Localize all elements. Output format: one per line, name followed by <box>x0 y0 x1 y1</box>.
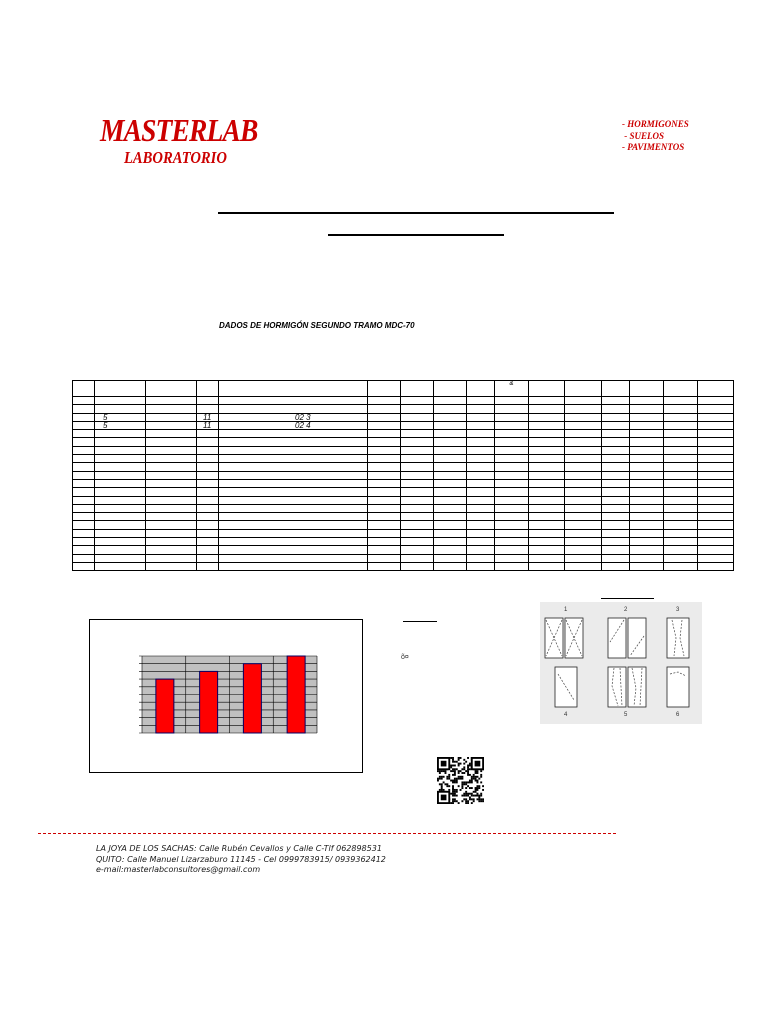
chart-bar <box>287 656 305 733</box>
table-cell: 02 4 <box>219 421 368 429</box>
fig-label: 2 <box>624 607 628 613</box>
logo-title: MASTERLAB <box>100 112 258 148</box>
service-item: - SUELOS <box>622 130 665 141</box>
footer-address-joya: LA JOYA DE LOS SACHAS: Calle Rubén Cevallos y Calle C-Tlf 062898531 <box>96 844 382 853</box>
fracture-types-figure <box>540 602 702 724</box>
qr-code-icon <box>437 757 484 804</box>
service-item: - HORMIGONES <box>622 119 689 129</box>
header-cell: & <box>495 381 529 397</box>
chart-bar <box>243 664 261 733</box>
chart-bar <box>200 671 218 733</box>
side-note: õ¤ <box>401 654 409 661</box>
footer-address-quito: QUITO: Calle Manuel Lizarzaburo 11145 - Cel 0999783915/ 0939362412 <box>96 854 386 864</box>
fig-label: 3 <box>676 607 680 613</box>
fig-label: 1 <box>564 607 568 613</box>
fig-label: 6 <box>676 712 680 718</box>
table-cell: 5 <box>95 413 146 421</box>
service-item: - PAVIMENTOS <box>622 142 685 152</box>
chart-bar <box>156 679 174 733</box>
footer-divider <box>38 833 616 834</box>
table-cell: 02 3 <box>219 413 368 421</box>
footer-email: e-mail:masterlabconsultores@gmail.com <box>96 865 261 874</box>
fracture-types-diagram <box>540 602 702 724</box>
table-cell: 11 <box>197 413 219 421</box>
table-cell: 11 <box>197 421 219 429</box>
logo-subtitle: LABORATORIO <box>124 148 227 167</box>
table-cell: 5 <box>95 421 146 429</box>
fig-label: 4 <box>564 712 568 718</box>
link-underline <box>403 621 437 622</box>
figure-underline <box>601 598 654 599</box>
footer-contact <box>96 844 386 876</box>
fig-label: 5 <box>624 712 628 718</box>
table-title: DADOS DE HORMIGÓN SEGUNDO TRAMO MDC-70 <box>219 321 415 330</box>
